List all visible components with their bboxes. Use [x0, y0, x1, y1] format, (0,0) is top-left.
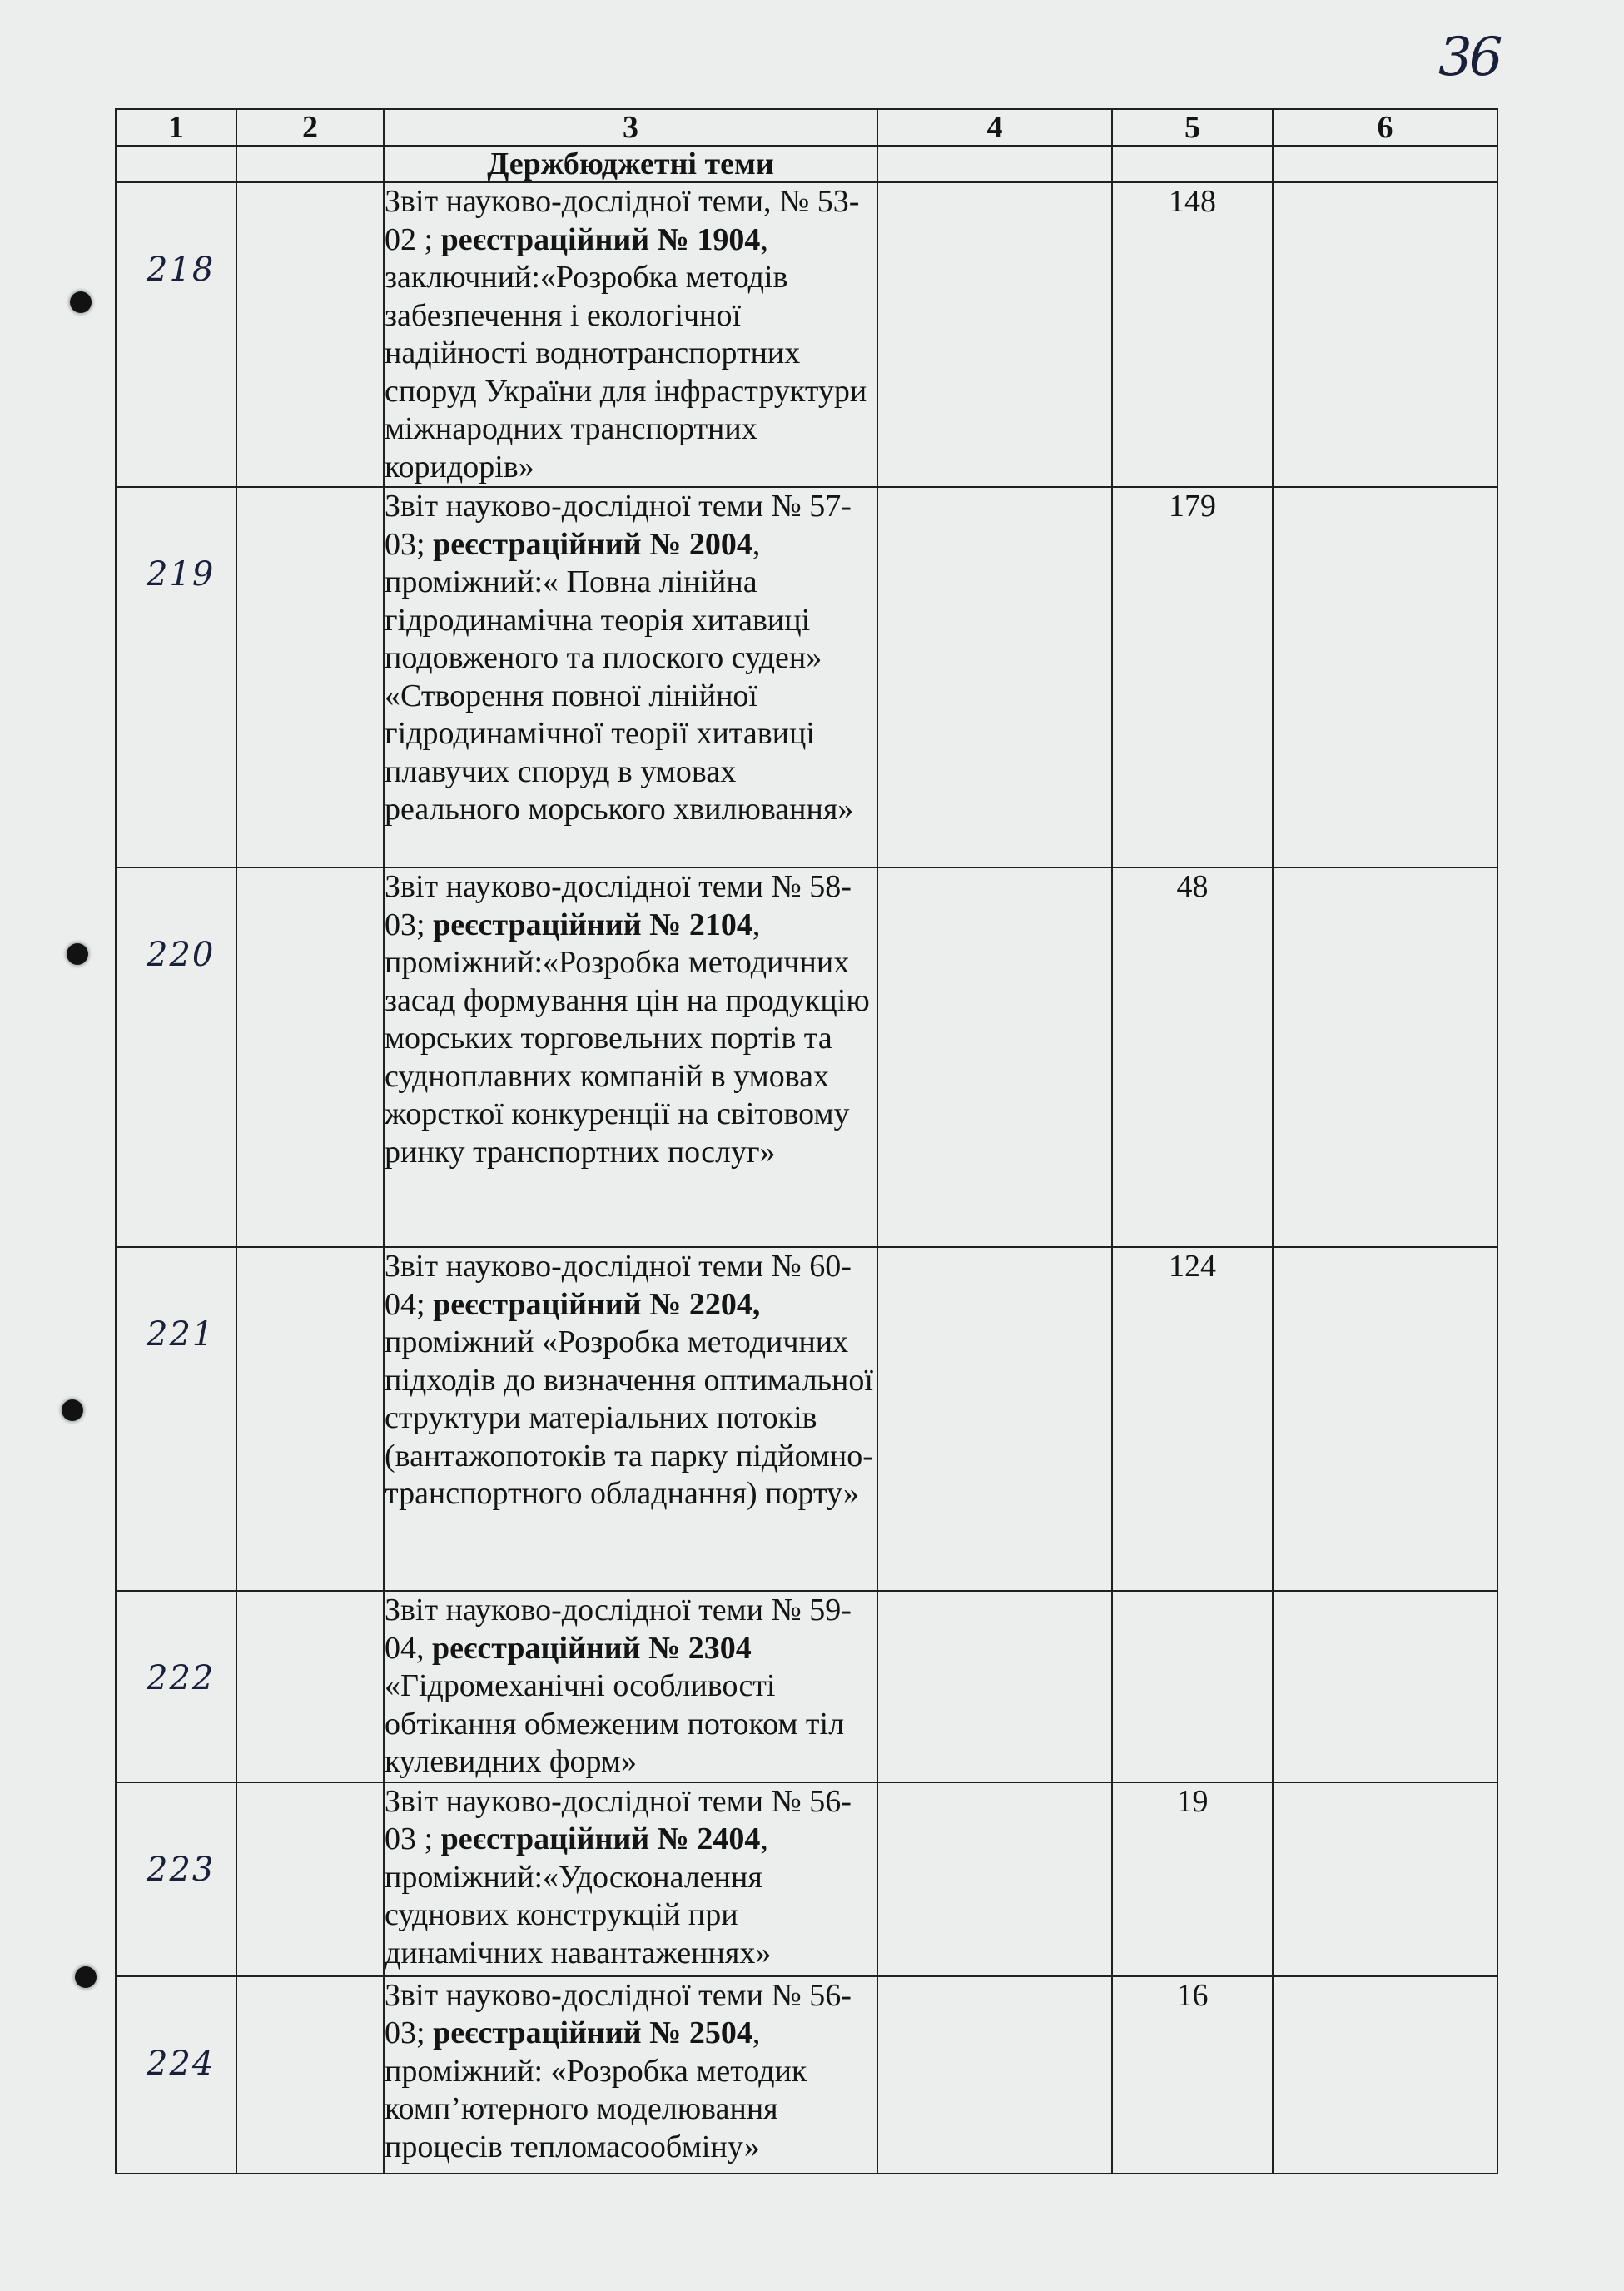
punch-hole	[67, 943, 88, 965]
row-description: Звіт науково-дослідної теми № 58-03; реєстраційний № 2104, проміжний:«Розробка методичних засад формування цін на продукцію морських торговельних портів та судноплавних компаній в умовах жорсткої конкуренції на світовому ринку транспортних послуг»	[384, 867, 877, 1247]
registration-number: реєстраційний № 2304	[432, 1630, 752, 1666]
page-count: 48	[1112, 867, 1273, 1247]
row-description: Звіт науково-дослідної теми № 57-03; реєстраційний № 2004, проміжний:« Повна лінійна гідродинамічна теорія хитавиці подовженого та плоского суден» «Створення повної лінійної гідродинамічної теорії хитавиці плавучих споруд в умовах реального морського хвилювання»	[384, 487, 877, 867]
registration-number: реєстраційний № 2204,	[433, 1286, 761, 1322]
registration-number: реєстраційний № 2004	[433, 526, 752, 562]
table-row	[116, 1782, 1497, 1976]
header-col-2: 2	[236, 109, 384, 146]
punch-hole	[70, 291, 92, 313]
table-row	[116, 1591, 1497, 1782]
row-number: 218	[147, 251, 216, 289]
punch-hole	[62, 1399, 83, 1421]
header-col-5: 5	[1112, 109, 1273, 146]
table-row	[116, 867, 1497, 1247]
header-col-1: 1	[116, 109, 236, 146]
table-row	[116, 1247, 1497, 1591]
registration-number: реєстраційний № 1904	[440, 221, 761, 257]
registration-number: реєстраційний № 2504	[433, 2015, 752, 2050]
row-description: Звіт науково-дослідної теми № 60-04; реєстраційний № 2204, проміжний «Розробка методичних підходів до визначення оптимальної структури матеріальних потоків (вантажопотоків та парку підйомно-транспортного обладнання) порту»	[384, 1247, 877, 1591]
page-count	[1112, 1591, 1273, 1782]
registration-number: реєстраційний № 2404	[440, 1821, 761, 1856]
section-row	[116, 146, 1497, 182]
table-row	[116, 487, 1497, 867]
row-number: 221	[147, 1315, 216, 1354]
table-row	[116, 182, 1497, 487]
header-row	[116, 109, 1497, 146]
header-col-3: 3	[384, 109, 877, 146]
page-number: 36	[1438, 27, 1500, 88]
page-count: 179	[1112, 487, 1273, 867]
row-number: 224	[147, 2044, 216, 2083]
register-table	[115, 108, 1498, 2174]
registration-number: реєстраційний № 2104	[433, 907, 752, 942]
punch-hole	[75, 1966, 97, 1988]
row-description: Звіт науково-дослідної теми № 56-03 ; реєстраційний № 2404, проміжний:«Удосконалення суднових конструкцій при динамічних навантаженнях»	[384, 1782, 877, 1976]
header-col-4: 4	[877, 109, 1112, 146]
page-count: 16	[1112, 1976, 1273, 2174]
row-description: Звіт науково-дослідної теми № 59-04, реєстраційний № 2304 «Гідромеханічні особливості обтікання обмеженим потоком тіл кулевидних форм»	[384, 1591, 877, 1782]
table-row	[116, 1976, 1497, 2174]
page-count: 148	[1112, 182, 1273, 487]
header-col-6: 6	[1273, 109, 1497, 146]
page-count: 124	[1112, 1247, 1273, 1591]
row-description: Звіт науково-дослідної теми № 56-03; реєстраційний № 2504, проміжний: «Розробка методик комп’ютерного моделювання процесів тепломасообміну»	[384, 1976, 877, 2174]
row-number: 223	[147, 1850, 216, 1889]
row-description: Звіт науково-дослідної теми, № 53-02 ; реєстраційний № 1904, заключний:«Розробка методів забезпечення і екологічної надійності воднотранспортних споруд України для інфраструктури міжнародних транспортних коридорів»	[384, 182, 877, 487]
row-number: 220	[147, 936, 216, 974]
page-count: 19	[1112, 1782, 1273, 1976]
section-title: Держбюджетні теми	[384, 146, 877, 182]
row-number: 222	[147, 1659, 216, 1697]
row-number: 219	[147, 555, 216, 594]
